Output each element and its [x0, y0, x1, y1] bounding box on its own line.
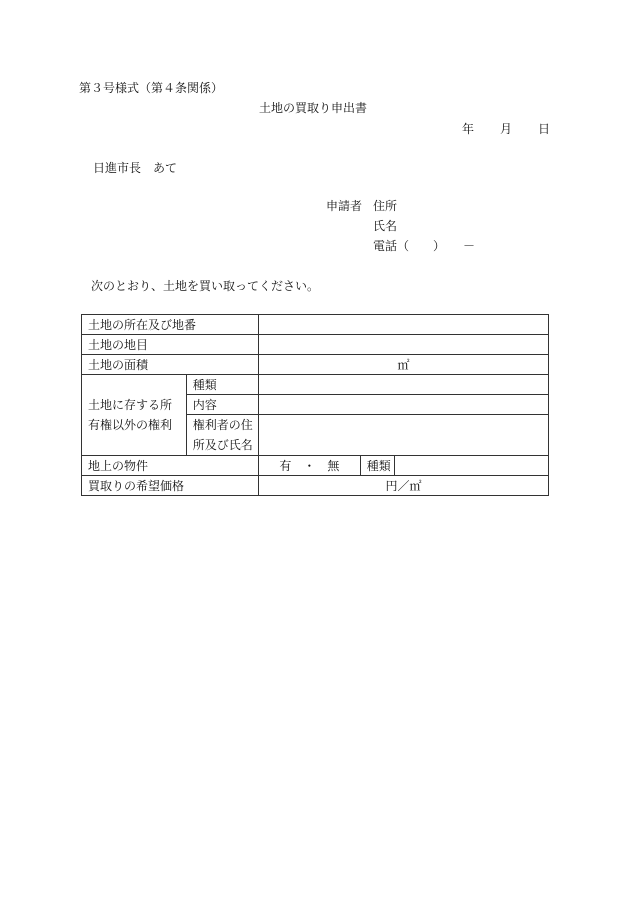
table-row-location: [82, 315, 549, 335]
rights-type-value-cell[interactable]: [259, 375, 549, 395]
form-number: 第３号様式（第４条関係）: [79, 81, 224, 95]
other-rights-label-line2: 有権以外の権利: [88, 418, 173, 432]
table-row-category: [82, 335, 549, 355]
purchase-request-table: [81, 314, 549, 496]
desired-price-value-cell[interactable]: [259, 476, 549, 496]
buildings-label: 地上の物件: [82, 456, 259, 476]
rights-holder-label-line1: 権利者の住: [192, 418, 253, 432]
desired-price-label: 買取りの希望価格: [82, 476, 259, 496]
area-unit: ㎡: [397, 357, 410, 372]
addressee: [93, 162, 177, 174]
rights-holder-label-line2: 所及び氏名: [192, 438, 253, 452]
other-rights-label-line1: 土地に存する所: [88, 398, 173, 412]
land-category-label: 土地の地目: [82, 335, 259, 355]
rights-content-label: 内容: [186, 395, 258, 415]
table-row-area: [82, 355, 549, 375]
location-label: 土地の所在及び地番: [82, 315, 259, 335]
date-day-label: 日: [538, 122, 551, 136]
rights-content-value-cell[interactable]: [259, 395, 549, 415]
date-month-label: 月: [500, 122, 513, 136]
date-year-label: 年: [462, 122, 475, 136]
land-area-value-cell[interactable]: [259, 355, 549, 375]
table-row-price: [82, 476, 549, 496]
table-row-rights-type: [82, 375, 549, 395]
rights-holder-value-cell[interactable]: [259, 415, 549, 456]
rights-holder-label: [186, 415, 258, 456]
addressee-suffix: あて: [153, 161, 178, 175]
addressee-mayor: 日進市長: [93, 161, 142, 175]
land-category-value-cell[interactable]: [259, 335, 549, 355]
buildings-type-value-cell[interactable]: [395, 456, 549, 476]
buildings-presence[interactable]: 有 ・ 無: [259, 456, 361, 476]
request-statement: 次のとおり、土地を買い取ってください。: [91, 279, 320, 293]
rights-type-label: 種類: [186, 375, 258, 395]
document-title: 土地の買取り申出書: [259, 101, 368, 115]
applicant-name-label: 氏名: [373, 219, 398, 233]
land-area-label: 土地の面積: [82, 355, 259, 375]
applicant-phone-label: 電話（ ） －: [373, 239, 476, 253]
date-line: [462, 123, 550, 135]
location-value-cell[interactable]: [259, 315, 549, 335]
applicant-address-label: 住所: [373, 199, 398, 213]
table-row-buildings: [82, 456, 549, 476]
applicant-label: 申請者: [326, 199, 363, 213]
price-unit: 円／㎡: [385, 478, 422, 493]
buildings-type-label: 種類: [360, 456, 395, 476]
other-rights-label: [82, 375, 187, 456]
